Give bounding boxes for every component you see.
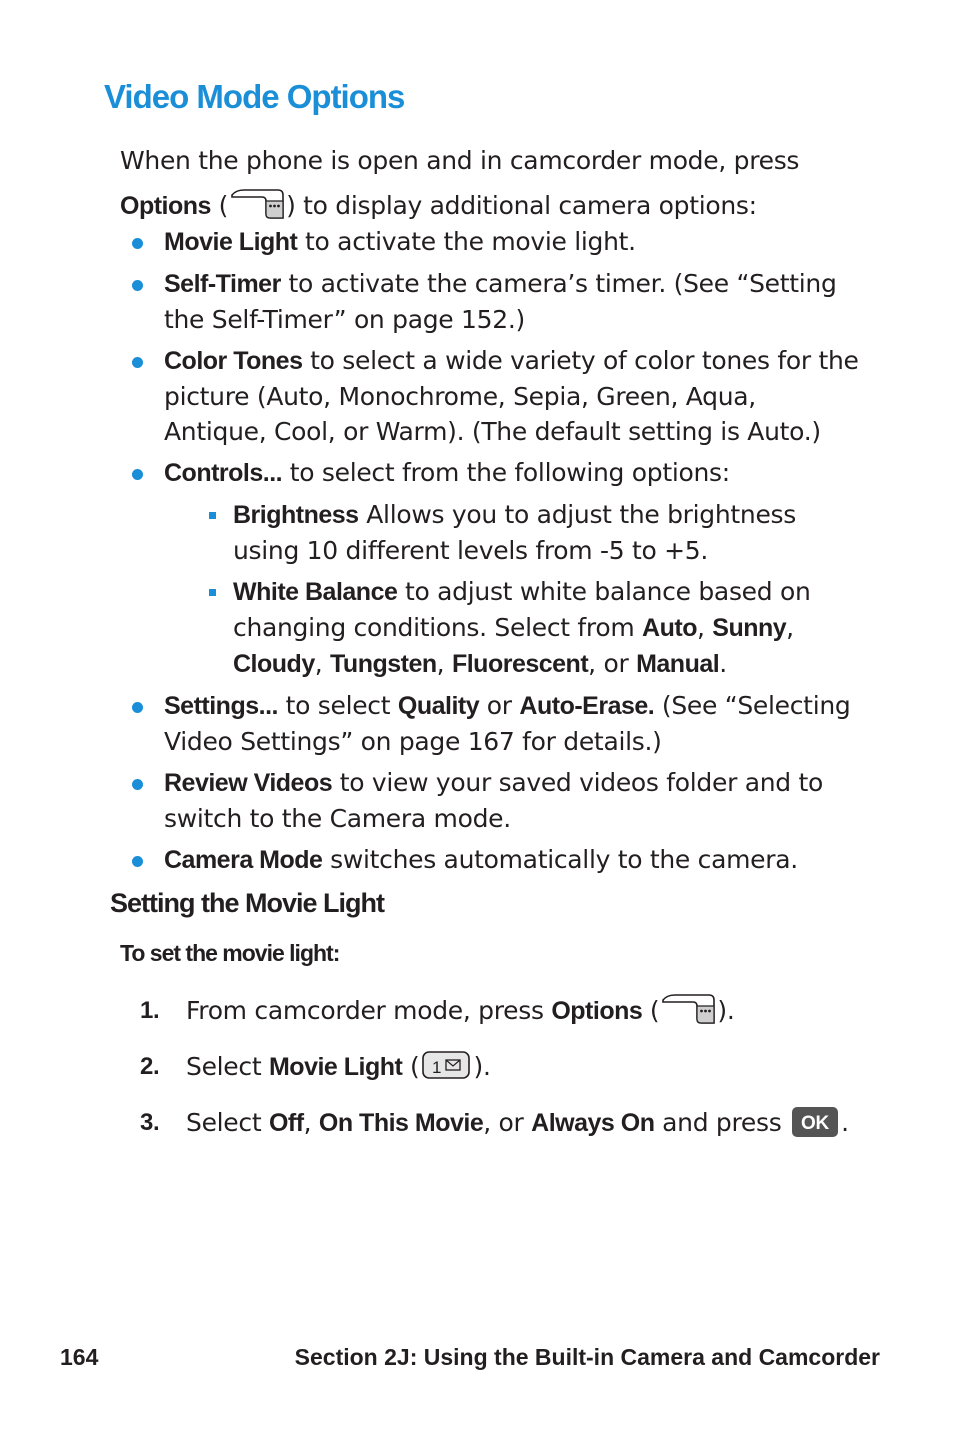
step-number: 3. bbox=[140, 1109, 160, 1136]
step-2 bbox=[0, 1046, 849, 1102]
step-1 bbox=[0, 990, 849, 1046]
list-item-movie-light bbox=[0, 224, 864, 260]
option-auto: Auto bbox=[642, 614, 697, 642]
desc: (See “Selecting Video Settings” on page 167 for details.) bbox=[164, 691, 851, 756]
footer-section-title: Section 2J: Using the Built-in Camera and Camcorder bbox=[294, 1344, 880, 1370]
term: Settings... bbox=[164, 692, 278, 720]
desc: to select a wide variety of color tones for the picture (Auto, Monochrome, Sepia, Green, Aqua, Antique, Cool, or Warm). (The default setting is Auto.) bbox=[164, 346, 859, 446]
list-item-camera-mode bbox=[0, 842, 864, 878]
sep: , bbox=[436, 649, 452, 678]
desc: Allows you to adjust the brightness using 10 different levels from -5 to +5. bbox=[233, 500, 796, 565]
intro-line-1: When the phone is open and in camcorder mode, press bbox=[120, 146, 800, 175]
period: . bbox=[841, 1108, 849, 1137]
options-term: Options bbox=[551, 997, 643, 1025]
option-cloudy: Cloudy bbox=[233, 650, 315, 678]
page-title: Video Mode Options bbox=[104, 78, 405, 115]
one-key-icon bbox=[421, 1050, 471, 1080]
term: Camera Mode bbox=[164, 846, 323, 874]
desc: to select bbox=[277, 691, 398, 720]
desc: to activate the movie light. bbox=[297, 227, 636, 256]
list-item-controls bbox=[0, 455, 864, 682]
options-softkey-icon bbox=[230, 189, 284, 219]
term: Movie Light bbox=[164, 228, 298, 256]
desc: to view your saved videos folder and to switch to the Camera mode. bbox=[164, 768, 823, 833]
option-tungsten: Tungsten bbox=[330, 650, 437, 678]
paren: ). bbox=[717, 996, 735, 1025]
intro-paragraph bbox=[120, 138, 880, 229]
term: Review Videos bbox=[164, 769, 333, 797]
step-number: 1. bbox=[140, 997, 160, 1024]
step-text: and press bbox=[654, 1108, 790, 1137]
sep: , bbox=[786, 613, 794, 642]
term: Controls... bbox=[164, 459, 283, 487]
sublist-item-brightness bbox=[164, 497, 858, 568]
term: Brightness bbox=[233, 501, 359, 529]
term: Color Tones bbox=[164, 347, 303, 375]
option-on-this-movie: On This Movie bbox=[318, 1109, 484, 1137]
option-quality: Quality bbox=[397, 692, 480, 720]
paren: ( bbox=[402, 1052, 420, 1081]
option-fluorescent: Fluorescent bbox=[451, 650, 589, 678]
controls-sublist bbox=[164, 497, 864, 682]
list-item-settings bbox=[0, 688, 864, 759]
sep: , or bbox=[588, 649, 637, 678]
desc: to adjust white balance based on changing conditions. Select from bbox=[233, 577, 811, 642]
sep: , bbox=[303, 1108, 319, 1137]
sep: , bbox=[314, 649, 331, 678]
ok-key-label: OK bbox=[801, 1113, 830, 1134]
sublist-item-white-balance bbox=[164, 574, 858, 682]
one-key-label: 1 bbox=[432, 1058, 442, 1077]
option-off: Off bbox=[268, 1109, 304, 1137]
list-item-color-tones bbox=[0, 343, 864, 449]
movie-light-term: Movie Light bbox=[268, 1053, 403, 1081]
intro-line-2 bbox=[120, 183, 880, 229]
step-text: Select bbox=[186, 1108, 269, 1137]
step-intro: To set the movie light: bbox=[120, 940, 340, 966]
term: White Balance bbox=[233, 578, 398, 606]
page-number: 164 bbox=[60, 1344, 99, 1370]
desc: or bbox=[479, 691, 520, 720]
paren: ). bbox=[473, 1052, 491, 1081]
option-sunny: Sunny bbox=[712, 614, 787, 642]
desc: to select from the following options: bbox=[282, 458, 730, 487]
option-manual: Manual bbox=[636, 650, 720, 678]
list-item-self-timer bbox=[0, 266, 864, 337]
step-3 bbox=[0, 1102, 849, 1158]
section-heading: Setting the Movie Light bbox=[110, 888, 384, 918]
option-always-on: Always On bbox=[531, 1109, 655, 1137]
options-term: Options bbox=[120, 192, 211, 220]
step-text: From camcorder mode, press bbox=[186, 996, 552, 1025]
open-paren: ( bbox=[218, 191, 229, 220]
desc: to activate the camera’s timer. (See “Setting the Self-Timer” on page 152.) bbox=[164, 269, 837, 334]
paren: ( bbox=[642, 996, 660, 1025]
term: Self-Timer bbox=[164, 270, 281, 298]
steps-list bbox=[0, 990, 849, 1158]
step-number: 2. bbox=[140, 1053, 160, 1080]
sep: , or bbox=[483, 1108, 532, 1137]
option-auto-erase: Auto-Erase. bbox=[519, 692, 655, 720]
options-list bbox=[0, 224, 954, 884]
options-softkey-icon bbox=[661, 994, 715, 1024]
sep: , bbox=[696, 613, 713, 642]
intro-line-2-text: ) to display additional camera options: bbox=[286, 191, 757, 220]
period: . bbox=[719, 649, 727, 678]
step-text: Select bbox=[186, 1052, 269, 1081]
ok-key-icon bbox=[791, 1106, 839, 1136]
list-item-review-videos bbox=[0, 765, 864, 836]
desc: switches automatically to the camera. bbox=[322, 845, 798, 874]
